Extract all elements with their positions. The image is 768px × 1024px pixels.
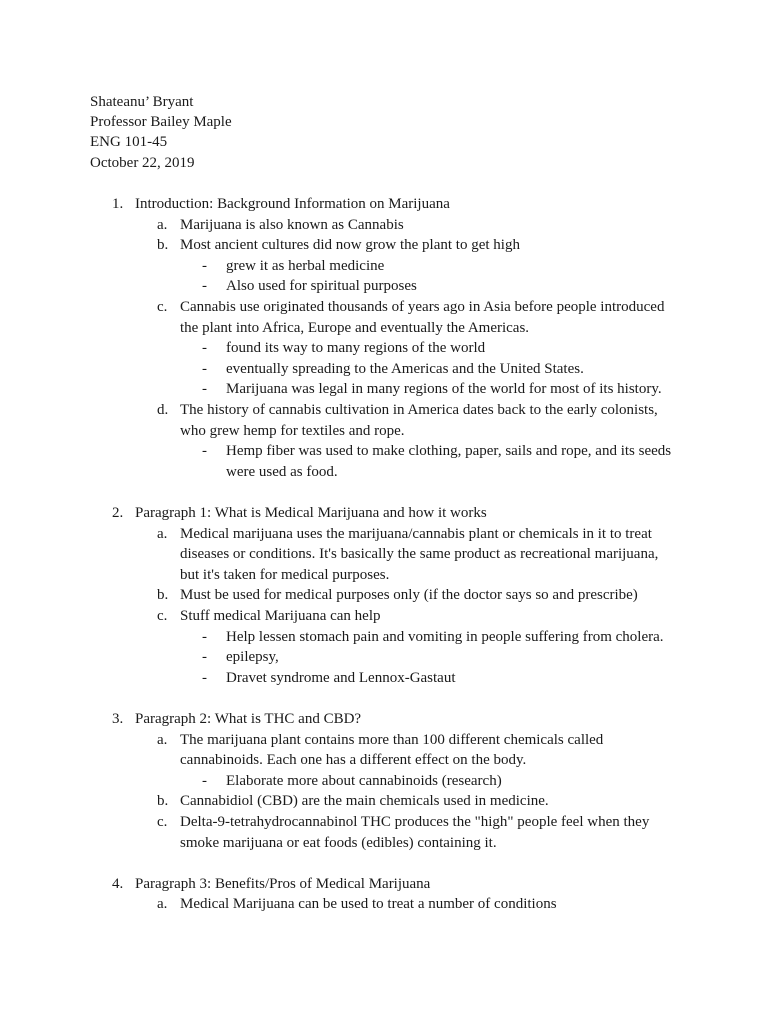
item-text-line: Cannabis use originated thousands of years ago in Asia before people introduced <box>180 299 665 315</box>
bullet-dash: - <box>202 340 207 356</box>
item-text-line: Medical Marijuana can be used to treat a number of conditions <box>180 896 557 912</box>
item-text-line: The marijuana plant contains more than 100 different chemicals called <box>180 732 604 748</box>
bullet-text-line: found its way to many regions of the world <box>226 340 486 356</box>
section-number: 3. <box>112 711 124 727</box>
bullet-text-line: grew it as herbal medicine <box>226 258 385 274</box>
section-heading: Paragraph 1: What is Medical Marijuana and how it works <box>135 505 487 521</box>
section-number: 2. <box>112 505 124 521</box>
bullet-dash: - <box>202 773 207 789</box>
bullet-dash: - <box>202 361 207 377</box>
item-marker: a. <box>157 732 168 748</box>
item-text-line: Delta-9-tetrahydrocannabinol THC produces the "high" people feel when they <box>180 814 650 830</box>
bullet-dash: - <box>202 443 207 459</box>
item-text-line: but it's taken for medical purposes. <box>180 567 390 583</box>
bullet-dash: - <box>202 258 207 274</box>
bullet-dash: - <box>202 649 207 665</box>
item-text-line: Must be used for medical purposes only (if the doctor says so and prescribe) <box>180 587 638 603</box>
section-number: 4. <box>112 876 124 892</box>
bullet-text-line: Dravet syndrome and Lennox-Gastaut <box>226 670 456 686</box>
bullet-dash: - <box>202 629 207 645</box>
item-marker: b. <box>157 587 169 603</box>
item-marker: c. <box>157 814 168 830</box>
bullet-dash: - <box>202 670 207 686</box>
item-text-line: Medical marijuana uses the marijuana/cannabis plant or chemicals in it to treat <box>180 526 652 542</box>
item-marker: d. <box>157 402 169 418</box>
item-text-line: who grew hemp for textiles and rope. <box>180 423 405 439</box>
bullet-text-line: Hemp fiber was used to make clothing, paper, sails and rope, and its seeds <box>226 443 672 459</box>
bullet-dash: - <box>202 278 207 294</box>
bullet-text-line: Also used for spiritual purposes <box>226 278 417 294</box>
section-heading: Paragraph 2: What is THC and CBD? <box>135 711 362 727</box>
bullet-text-line: Elaborate more about cannabinoids (research) <box>226 773 502 789</box>
item-text-line: Most ancient cultures did now grow the plant to get high <box>180 237 520 253</box>
item-text-line: diseases or conditions. It's basically the same product as recreational marijuana, <box>180 546 659 562</box>
item-text-line: Marijuana is also known as Cannabis <box>180 217 404 233</box>
item-marker: b. <box>157 793 169 809</box>
bullet-text-line: Help lessen stomach pain and vomiting in people suffering from cholera. <box>226 629 664 645</box>
item-marker: c. <box>157 608 168 624</box>
item-text-line: Stuff medical Marijuana can help <box>180 608 381 624</box>
item-marker: a. <box>157 896 168 912</box>
item-text-line: cannabinoids. Each one has a different effect on the body. <box>180 752 527 768</box>
section-heading: Paragraph 3: Benefits/Pros of Medical Marijuana <box>135 876 431 892</box>
section-number: 1. <box>112 196 124 212</box>
item-marker: a. <box>157 217 168 233</box>
item-marker: c. <box>157 299 168 315</box>
bullet-text-line: eventually spreading to the Americas and the United States. <box>226 361 584 377</box>
item-marker: a. <box>157 526 168 542</box>
bullet-dash: - <box>202 381 207 397</box>
course-code: ENG 101-45 <box>90 134 168 150</box>
item-text-line: The history of cannabis cultivation in America dates back to the early colonists, <box>180 402 658 418</box>
author-name: Shateanu’ Bryant <box>90 94 194 110</box>
item-text-line: Cannabidiol (CBD) are the main chemicals used in medicine. <box>180 793 549 809</box>
document-date: October 22, 2019 <box>90 155 195 171</box>
item-text-line: smoke marijuana or eat foods (edibles) containing it. <box>180 835 497 851</box>
professor-name: Professor Bailey Maple <box>90 114 232 130</box>
item-marker: b. <box>157 237 169 253</box>
bullet-text-line: epilepsy, <box>226 649 279 665</box>
bullet-text-line: Marijuana was legal in many regions of the world for most of its history. <box>226 381 662 397</box>
bullet-text-line: were used as food. <box>226 464 338 480</box>
section-heading: Introduction: Background Information on Marijuana <box>135 196 450 212</box>
item-text-line: the plant into Africa, Europe and eventually the Americas. <box>180 320 530 336</box>
